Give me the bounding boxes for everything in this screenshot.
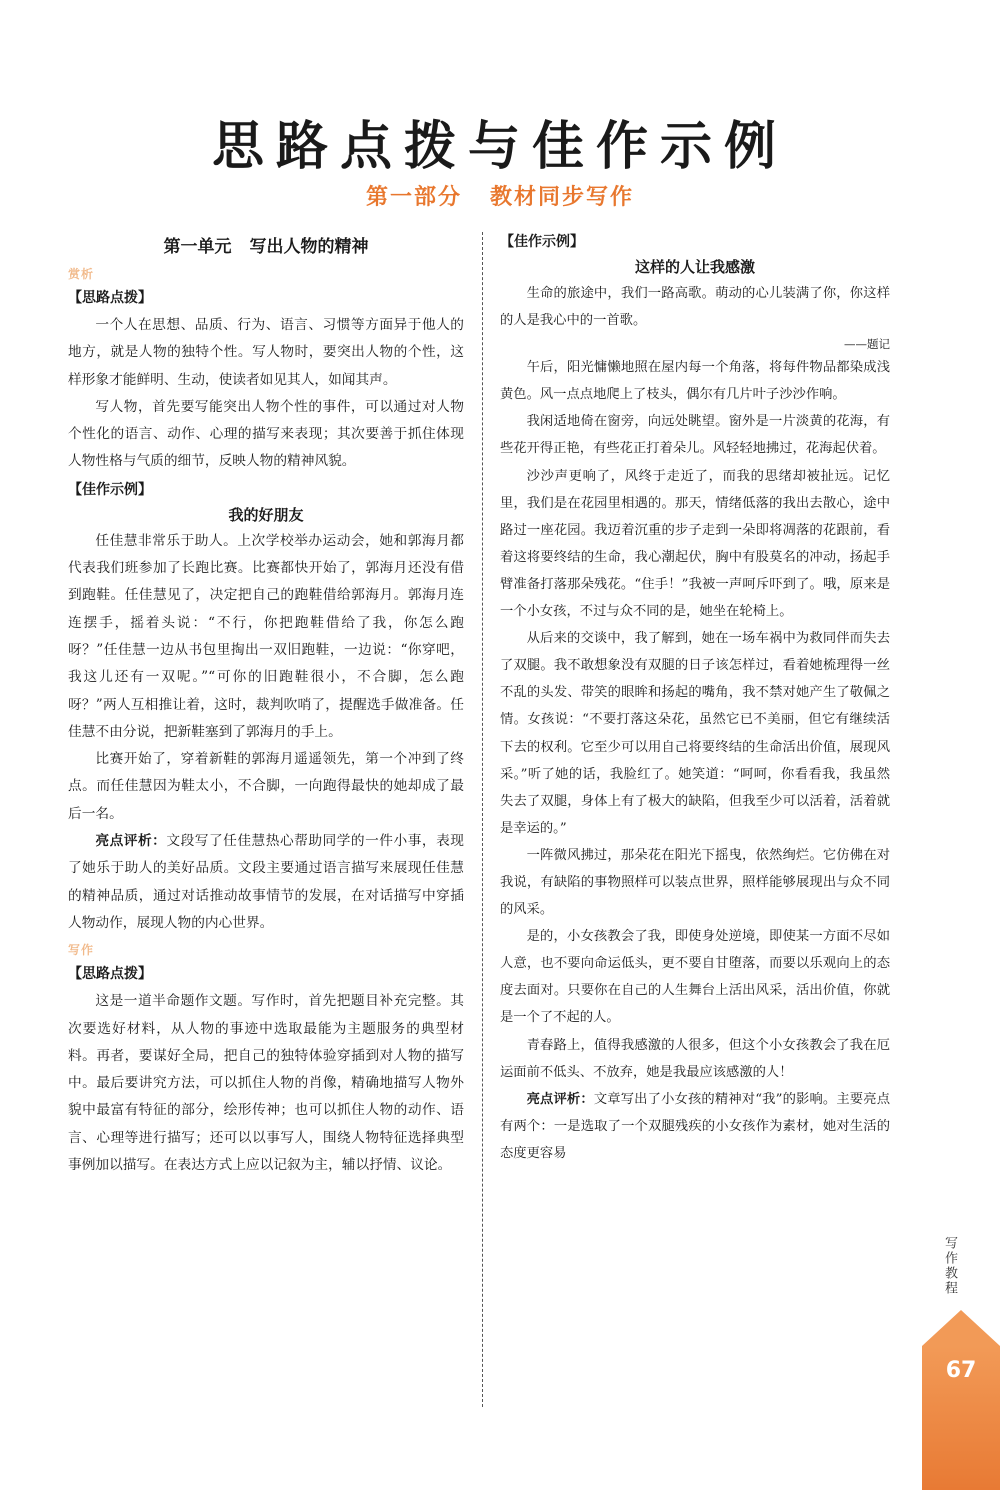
comment-paragraph bbox=[500, 1086, 890, 1167]
comment-label: 亮点评析： bbox=[95, 833, 167, 850]
comment-text: 文章写出了小女孩的精神对“我”的影响。主要亮点有两个：一是选取了一个双腿残疾的小女孩作为素材，她对生活的态度更容易 bbox=[500, 1091, 890, 1161]
paragraph: 青春路上，值得我感激的人很多，但这个小女孩教会了我在厄运面前不低头、不放弃，她是我最应该感激的人！ bbox=[500, 1037, 890, 1080]
paragraph: 比赛开始了，穿着新鞋的郭海月遥遥领先，第一个冲到了终点。而任佳慧因为鞋太小，不合脚，一向跑得最快的她却成了最后一名。 bbox=[68, 751, 464, 822]
comment-text: 文段写了任佳慧热心帮助同学的一件小事，表现了她乐于助人的美好品质。文段主要通过语言描写来展现任佳慧的精神品质，通过对话推动故事情节的发展，在对话描写中穿插人物动作，展现人物的内心世界。 bbox=[68, 833, 464, 931]
paragraph: 我闲适地倚在窗旁，向远处眺望。窗外是一片淡黄的花海，有些花开得正艳，有些花正打着朵儿。风轻轻地拂过，花海起伏着。 bbox=[500, 414, 890, 457]
part-name: 教材同步写作 bbox=[490, 185, 635, 210]
paragraph: 沙沙声更响了，风终于走近了，而我的思绪却被扯远。记忆里，我们是在花园里相遇的。那天，情绪低落的我出去散心，途中路过一座花园。我迈着沉重的步子走到一朵即将凋落的花跟前，看着这将要终结的生命，我心潮起伏，胸中有股莫名的冲动，扬起手臂准备打落那朵残花。“住手！”我被一声呵斥吓到了。哦，原来是一个小女孩，不过与众不同的是，她坐在轮椅上。 bbox=[500, 468, 890, 620]
essay-title: 这样的人让我感激 bbox=[634, 258, 755, 276]
essay-title: 我的好朋友 bbox=[228, 505, 304, 524]
right-column bbox=[500, 228, 890, 1167]
section-tag-example: 【佳作示例】 bbox=[500, 234, 584, 250]
page-corner-tip bbox=[922, 1310, 1000, 1346]
page-number: 67 bbox=[945, 1358, 977, 1383]
section-stamp: 赏析 bbox=[68, 267, 95, 281]
section-tag-guidance: 【思路点拨】 bbox=[68, 966, 152, 983]
paragraph: 从后来的交谈中，我了解到，她在一场车祸中为救同伴而失去了双腿。我不敢想象没有双腿的日子该怎样过，看着她梳理得一丝不乱的头发、带笑的眼眸和扬起的嘴角，我不禁对她产生了敬佩之情。女孩说：“不要打落这朵花，虽然它已不美丽，但它有继续活下去的权利。它至少可以用自己将要终结的生命活出价值，展现风采。”听了她的话，我脸红了。她笑道：“呵呵，你看看我，我虽然失去了双腿，身体上有了极大的缺陷，但我至少可以活着，活着就是幸运的。” bbox=[500, 631, 890, 836]
epigraph-sign: ——题记 bbox=[844, 337, 890, 352]
paragraph: 一阵微风拂过，那朵花在阳光下摇曳，依然绚烂。它仿佛在对我说，有缺陷的事物照样可以装点世界，照样能够展现出与众不同的风采。 bbox=[500, 847, 890, 918]
paragraph: 一个人在思想、品质、行为、语言、习惯等方面异于他人的地方，就是人物的独特个性。写人物时，要突出人物的个性，这样形象才能鲜明、生动，使读者如见其人，如闻其声。 bbox=[68, 317, 464, 388]
paragraph: 写人物，首先要写能突出人物个性的事件，可以通过对人物个性化的语言、动作、心理的描写来表现；其次要善于抓住体现人物性格与气质的细节，反映人物的精神风貌。 bbox=[68, 398, 464, 470]
part-label: 第一部分 bbox=[365, 185, 462, 210]
comment-label: 亮点评析： bbox=[526, 1091, 594, 1107]
section-tag-guidance: 【思路点拨】 bbox=[68, 290, 152, 306]
part-heading bbox=[0, 180, 1000, 211]
epigraph: 生命的旅途中，我们一路高歌。萌动的心儿装满了你，你这样的人是我心中的一首歌。 bbox=[500, 286, 890, 329]
section-tag-example: 【佳作示例】 bbox=[68, 481, 152, 498]
paragraph: 这是一道半命题作文题。写作时，首先把题目补充完整。其次要选好材料，从人物的事迹中选取最能为主题服务的典型材料。再者，要谋好全局，把自己的独特体验穿插到对人物的描写中。最后要讲究方法，可以抓住人物的肖像，精确地描写人物外貌中最富有特征的部分，绘形传神；也可以抓住人物的动作、语言、心理等进行描写；还可以以事写人，围绕人物特征选择典型事例加以描写。在表达方式上应以记叙为主，辅以抒情、议论。 bbox=[68, 993, 464, 1174]
comment-paragraph bbox=[68, 828, 464, 937]
side-tab-label: 写作教程 bbox=[942, 1236, 957, 1296]
paragraph: 午后，阳光慵懒地照在屋内每一个角落，将每件物品都染成浅黄色。风一点点地爬上了枝头，偶尔有几片叶子沙沙作响。 bbox=[500, 360, 890, 403]
unit-name: 写出人物的精神 bbox=[249, 237, 369, 257]
left-column bbox=[68, 228, 464, 1179]
section-stamp: 写作 bbox=[68, 943, 95, 958]
page-title: 思路点拨与佳作示例 bbox=[211, 117, 788, 177]
column-divider bbox=[482, 232, 483, 1407]
unit-label: 第一单元 bbox=[163, 237, 232, 257]
unit-heading bbox=[68, 232, 464, 257]
paragraph: 任佳慧非常乐于助人。上次学校举办运动会，她和郭海月都代表我们班参加了长跑比赛。比赛都快开始了，郭海月还没有借到跑鞋。任佳慧见了，决定把自己的跑鞋借给郭海月。郭海月连连摆手，摇着头说：“不行，你把跑鞋借给了我，你怎么跑呀？”任佳慧一边从书包里掏出一双旧跑鞋，一边说：“你穿吧，我这儿还有一双呢。”“可你的旧跑鞋很小，不合脚，怎么跑呀？”两人互相推让着，这时，裁判吹哨了，提醒选手做准备。任佳慧不由分说，把新鞋塞到了郭海月的手上。 bbox=[68, 532, 464, 740]
paragraph: 是的，小女孩教会了我，即使身处逆境，即使某一方面不尽如人意，也不要向命运低头，更不要自甘堕落，而要以乐观向上的态度去面对。只要你在自己的人生舞台上活出风采，活出价值，你就是一个了不起的人。 bbox=[500, 929, 890, 1026]
